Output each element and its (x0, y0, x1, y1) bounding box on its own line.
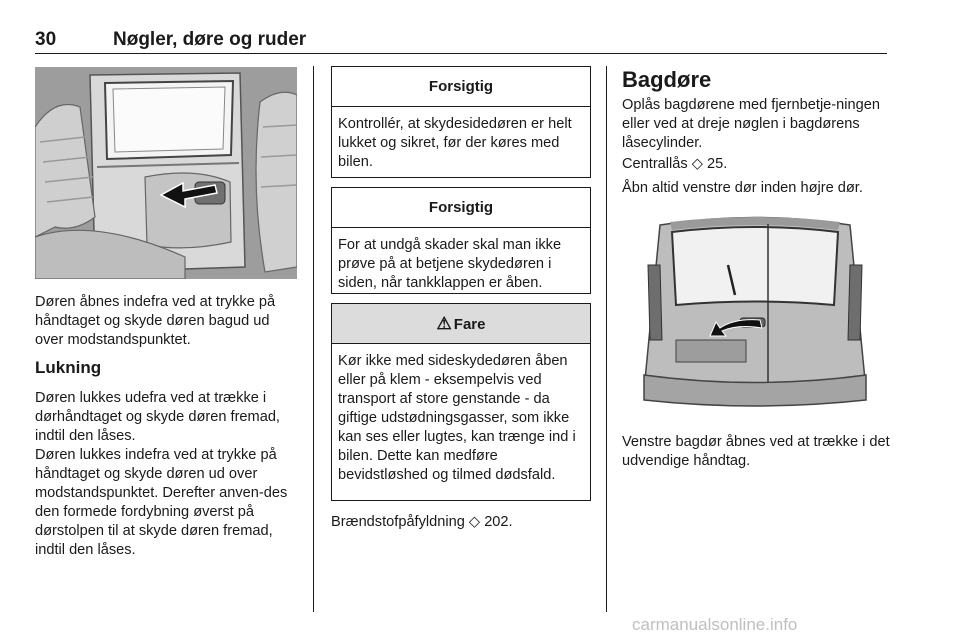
caution-box-2-text: For at undgå skader skal man ikke prøve på at betjene skydedøren i siden, når tankklappen er åben. (338, 237, 562, 291)
rear-doors-illustration (640, 210, 870, 415)
central-lock-reference: Centrallås ◇ 25. (622, 156, 728, 172)
unlock-paragraph: Oplås bagdørene med fjernbetje-ningen eller ved at dreje nøglen i bagdørens låsecylinder. (622, 97, 880, 151)
fuel-reference: Brændstofpåfyldning ◇ 202. (331, 514, 513, 530)
page-title: Nøgler, døre og ruder (113, 29, 307, 50)
rear-door-caption: Venstre bagdør åbnes ved at trække i det udvendige håndtag. (622, 434, 890, 469)
caution-box-2 (331, 187, 591, 294)
danger-box-text: Kør ikke med sideskydedøren åben eller på klem - eksempelvis ved transport af store genstande - da giftige udstødningsgasser, som ikke kan ses eller lugtes, kan trænge ind i bilen. Dette kan medføre bevidstløshed og tilmed dødsfald. (338, 353, 576, 483)
closing-outside-paragraph: Døren lukkes udefra ved at trække i dørhåndtaget og skyde døren fremad, indtil den låses. (35, 390, 280, 444)
page-header (35, 28, 887, 54)
danger-box-title (332, 304, 590, 344)
watermark: carmanualsonline.info (632, 615, 798, 634)
sliding-door-interior-illustration (35, 67, 297, 279)
danger-box (331, 303, 591, 501)
caution-box-1-text: Kontrollér, at skydesidedøren er helt lukket og sikret, før der køres med bilen. (338, 116, 572, 170)
warning-triangle-icon: ⚠ (436, 314, 452, 333)
caution-box-2-title: Forsigtig (332, 188, 590, 228)
column-divider-left (313, 66, 314, 612)
caution-box-1 (331, 66, 591, 178)
door-order-paragraph: Åbn altid venstre dør inden højre dør. (622, 180, 863, 196)
closing-inside-paragraph: Døren lukkes indefra ved at trykke på håndtaget og skyde døren ud over modstandspunktet. Derefter anven-des den formede fordybning øverst på dørstolpen til at skyde døren fremad, indtil den låses. (35, 447, 288, 558)
section-heading-lukning: Lukning (35, 358, 102, 377)
column-divider-right (606, 66, 607, 612)
intro-paragraph: Døren åbnes indefra ved at trykke på håndtaget og skyde døren bagud ud over modstandspunktet. (35, 294, 276, 348)
section-heading-bagdore: Bagdøre (622, 67, 712, 92)
danger-box-title-text: Fare (453, 316, 486, 333)
page-number: 30 (35, 29, 57, 50)
caution-box-1-title: Forsigtig (332, 67, 590, 107)
